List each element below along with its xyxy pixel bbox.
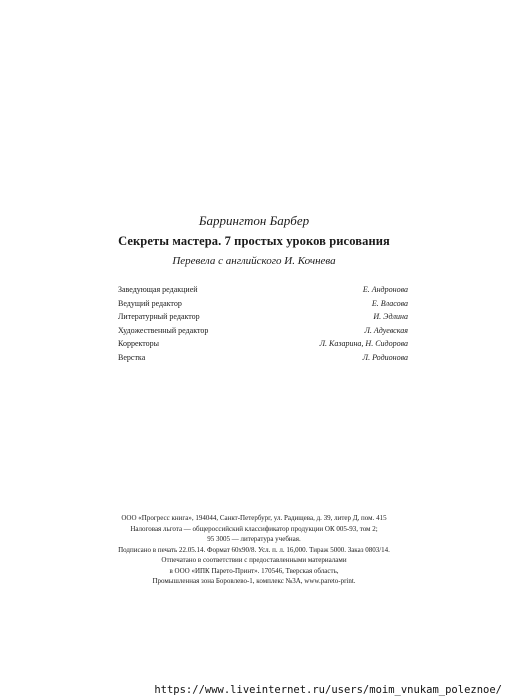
book-author: Баррингтон Барбер	[198, 213, 310, 228]
credit-row	[118, 310, 408, 324]
imprint-line: Промышленная зона Боровлево-1, комплекс №3А, www.pareto-print.	[152, 577, 356, 585]
credit-row	[118, 297, 408, 311]
credit-name: Е. Андронова	[362, 285, 408, 294]
credit-name: Л. Родионова	[362, 352, 408, 362]
book-title: Секреты мастера. 7 простых уроков рисования	[118, 234, 390, 248]
publisher-imprint	[0, 513, 508, 587]
credit-row	[118, 351, 408, 365]
credit-role: Ведущий редактор	[118, 298, 182, 308]
imprint-line: в ООО «ИПК Парето-Принт». 170546, Тверская область,	[169, 566, 339, 575]
credit-row	[118, 337, 408, 351]
imprint-line: Отпечатано в соответствии с предоставленными материалами	[161, 556, 347, 564]
imprint-line: Подписано в печать 22.05.14. Формат 60х90/8. Усл. п. л. 16,000. Тираж 5000. Заказ 0803/14.	[118, 545, 390, 554]
credit-name: Е. Власова	[371, 298, 408, 308]
credit-row	[118, 283, 408, 297]
source-url[interactable]: https://www.liveinternet.ru/users/moim_vnukam_poleznoe/	[154, 684, 502, 696]
credit-role: Литературный редактор	[118, 312, 200, 321]
imprint-line: Налоговая льгота — общероссийский классификатор продукции ОК 005-93, том 2;	[130, 524, 378, 533]
imprint-line: 95 3005 — литература учебная.	[207, 535, 301, 543]
credit-role: Художественный редактор	[118, 325, 209, 335]
credit-role: Корректоры	[118, 339, 160, 348]
credit-name: И. Эдлина	[373, 312, 408, 321]
credit-row	[118, 324, 408, 338]
editorial-credits	[118, 283, 408, 364]
credit-name: Л. Казарина, Н. Сидорова	[319, 339, 408, 348]
translator-credit: Перевела с английского И. Кочнева	[172, 255, 336, 267]
credit-name: Л. Адуевская	[364, 325, 408, 335]
credit-role: Заведующая редакцией	[118, 285, 198, 294]
imprint-line: ООО «Прогресс книга», 194044, Санкт-Петербург, ул. Радищева, д. 39, литер Д, пом. 415	[121, 514, 387, 522]
credit-role: Верстка	[118, 352, 146, 362]
